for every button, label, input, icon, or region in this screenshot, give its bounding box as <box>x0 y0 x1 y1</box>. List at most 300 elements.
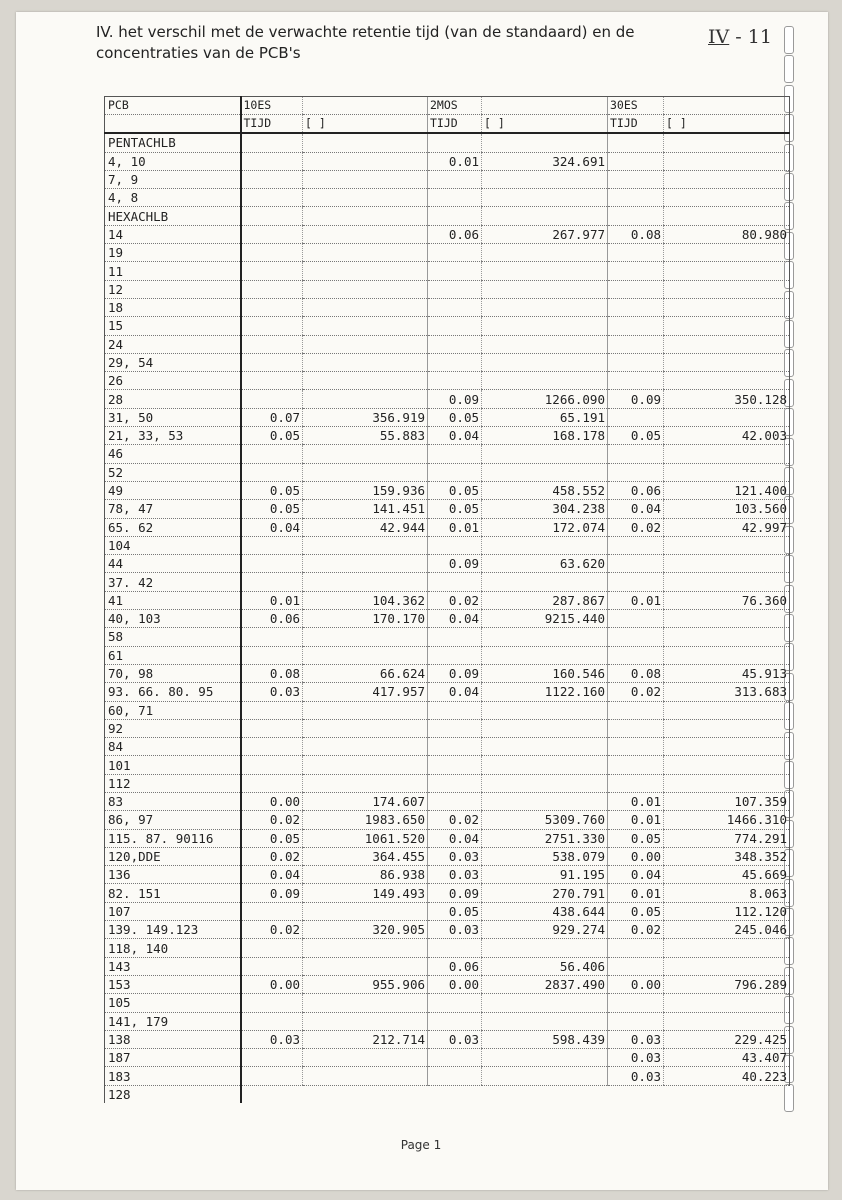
table-cell: 45.669 <box>664 866 790 884</box>
table-cell: 63.620 <box>482 555 608 573</box>
table-cell: 0.05 <box>241 427 303 445</box>
table-cell: 929.274 <box>482 921 608 939</box>
table-cell: 43.407 <box>664 1049 790 1067</box>
table-cell: 66.624 <box>303 664 428 682</box>
table-cell <box>428 207 482 225</box>
table-cell: 350.128 <box>664 390 790 408</box>
table-cell: 183 <box>105 1067 241 1085</box>
table-row <box>105 738 790 756</box>
table-cell <box>241 262 303 280</box>
table-cell <box>482 1085 608 1103</box>
table-cell <box>482 463 608 481</box>
page-footer: Page 1 <box>400 1138 442 1152</box>
table-cell <box>303 756 428 774</box>
table-cell: 170.170 <box>303 610 428 628</box>
table-cell <box>303 372 428 390</box>
table-cell: 0.00 <box>428 975 482 993</box>
table-cell: 70, 98 <box>105 664 241 682</box>
table-cell: 0.00 <box>608 975 664 993</box>
table-cell <box>105 115 241 134</box>
table-cell: 153 <box>105 975 241 993</box>
table-cell: 0.02 <box>608 518 664 536</box>
table-row <box>105 774 790 792</box>
table-cell: 0.05 <box>608 829 664 847</box>
table-row <box>105 335 790 353</box>
table-cell <box>608 262 664 280</box>
table-cell <box>303 244 428 262</box>
table-cell: 86, 97 <box>105 811 241 829</box>
table-cell <box>608 1085 664 1103</box>
table-cell <box>608 189 664 207</box>
table-cell: 313.683 <box>664 683 790 701</box>
table-cell <box>664 738 790 756</box>
table-cell: 49 <box>105 481 241 499</box>
table-cell <box>664 353 790 371</box>
table-cell: 141, 179 <box>105 1012 241 1030</box>
table-cell <box>303 957 428 975</box>
table-cell <box>482 628 608 646</box>
table-cell: 0.04 <box>428 610 482 628</box>
table-cell: PCB <box>105 97 241 115</box>
table-cell: 0.09 <box>428 884 482 902</box>
table-cell <box>241 244 303 262</box>
table-cell: TIJD <box>428 115 482 134</box>
table-cell: 18 <box>105 298 241 316</box>
table-cell <box>241 170 303 188</box>
table-cell <box>482 133 608 152</box>
table-cell <box>241 701 303 719</box>
table-cell: 118, 140 <box>105 939 241 957</box>
table-cell: 0.09 <box>241 884 303 902</box>
table-cell <box>303 536 428 554</box>
table-cell: 82. 151 <box>105 884 241 902</box>
table-cell <box>428 1085 482 1103</box>
table-cell <box>664 756 790 774</box>
table-cell: HEXACHLB <box>105 207 241 225</box>
table-cell: 7, 9 <box>105 170 241 188</box>
table-cell: 0.01 <box>608 591 664 609</box>
table-row <box>105 975 790 993</box>
table-cell <box>303 97 428 115</box>
table-cell <box>482 189 608 207</box>
table-cell: 0.03 <box>428 866 482 884</box>
table-cell <box>664 536 790 554</box>
table-cell <box>428 262 482 280</box>
table-group-header-row <box>105 97 790 115</box>
table-row <box>105 445 790 463</box>
table-cell: 92 <box>105 719 241 737</box>
table-cell <box>303 317 428 335</box>
table-cell: 1266.090 <box>482 390 608 408</box>
document-title <box>96 22 696 64</box>
table-cell: 0.00 <box>241 975 303 993</box>
table-cell <box>608 445 664 463</box>
table-cell <box>482 573 608 591</box>
table-cell: 101 <box>105 756 241 774</box>
table-cell <box>608 133 664 152</box>
table-cell <box>608 170 664 188</box>
table-cell <box>303 445 428 463</box>
table-cell: 0.05 <box>428 408 482 426</box>
table-cell: 0.01 <box>428 518 482 536</box>
table-row <box>105 866 790 884</box>
table-row <box>105 1012 790 1030</box>
table-cell: 136 <box>105 866 241 884</box>
table-cell <box>664 298 790 316</box>
table-cell <box>482 97 608 115</box>
table-cell <box>303 1067 428 1085</box>
table-cell <box>241 298 303 316</box>
table-cell: 438.644 <box>482 902 608 920</box>
table-cell: 104.362 <box>303 591 428 609</box>
table-cell <box>241 555 303 573</box>
table-cell: 2837.490 <box>482 975 608 993</box>
table-row <box>105 189 790 207</box>
table-cell: 160.546 <box>482 664 608 682</box>
table-cell <box>241 939 303 957</box>
table-sub-header-row <box>105 115 790 134</box>
table-cell: 174.607 <box>303 792 428 810</box>
table-cell: 105 <box>105 994 241 1012</box>
table-cell <box>482 792 608 810</box>
table-cell <box>428 1049 482 1067</box>
table-cell <box>482 756 608 774</box>
table-cell: 24 <box>105 335 241 353</box>
table-cell: 0.05 <box>241 829 303 847</box>
table-cell <box>482 298 608 316</box>
table-cell: 0.01 <box>241 591 303 609</box>
table-cell <box>664 262 790 280</box>
table-cell <box>241 1012 303 1030</box>
table-cell: 128 <box>105 1085 241 1103</box>
table-cell: 83 <box>105 792 241 810</box>
table-cell <box>608 335 664 353</box>
table-cell <box>608 353 664 371</box>
table-cell: 0.04 <box>608 866 664 884</box>
table-cell: 112.120 <box>664 902 790 920</box>
table-cell <box>428 1012 482 1030</box>
table-cell <box>303 280 428 298</box>
table-cell <box>241 207 303 225</box>
table-cell <box>241 628 303 646</box>
table-row <box>105 792 790 810</box>
table-cell: 0.03 <box>241 683 303 701</box>
table-cell <box>664 408 790 426</box>
table-cell: 28 <box>105 390 241 408</box>
table-cell <box>303 994 428 1012</box>
table-cell: 91.195 <box>482 866 608 884</box>
table-cell <box>664 939 790 957</box>
table-cell: 0.06 <box>241 610 303 628</box>
table-cell: 458.552 <box>482 481 608 499</box>
binder-hole <box>784 26 794 54</box>
table-row <box>105 317 790 335</box>
handwritten-page-mark <box>708 26 772 48</box>
table-cell: 0.05 <box>428 902 482 920</box>
table-cell <box>664 170 790 188</box>
table-cell <box>608 646 664 664</box>
table-cell <box>428 298 482 316</box>
table-cell <box>608 372 664 390</box>
table-row <box>105 994 790 1012</box>
table-row <box>105 902 790 920</box>
table-row <box>105 1049 790 1067</box>
table-cell: 774.291 <box>664 829 790 847</box>
table-cell <box>664 628 790 646</box>
table-cell: 115. 87. 90116 <box>105 829 241 847</box>
table-cell: 0.05 <box>241 481 303 499</box>
table-cell: 229.425 <box>664 1030 790 1048</box>
table-cell: [ ] <box>303 115 428 134</box>
table-cell <box>303 1049 428 1067</box>
table-cell <box>664 1012 790 1030</box>
table-cell <box>482 170 608 188</box>
table-cell <box>303 390 428 408</box>
table-cell: 0.05 <box>428 481 482 499</box>
table-cell <box>664 280 790 298</box>
table-row <box>105 225 790 243</box>
table-cell: 139. 149.123 <box>105 921 241 939</box>
table-cell <box>303 335 428 353</box>
table-cell: 0.09 <box>428 555 482 573</box>
table-cell: 8.063 <box>664 884 790 902</box>
table-cell: 1983.650 <box>303 811 428 829</box>
table-cell: 31, 50 <box>105 408 241 426</box>
table-cell <box>428 353 482 371</box>
table-cell: [ ] <box>482 115 608 134</box>
table-cell <box>608 628 664 646</box>
table-cell <box>241 719 303 737</box>
table-cell <box>664 994 790 1012</box>
table-cell <box>241 152 303 170</box>
table-cell: 40, 103 <box>105 610 241 628</box>
table-cell <box>482 939 608 957</box>
table-cell: 9215.440 <box>482 610 608 628</box>
table-cell <box>608 207 664 225</box>
table-cell: 245.046 <box>664 921 790 939</box>
table-cell <box>608 280 664 298</box>
table-cell <box>664 133 790 152</box>
table-cell <box>241 1085 303 1103</box>
table-cell: [ ] <box>664 115 790 134</box>
table-cell <box>664 1085 790 1103</box>
table-cell <box>608 298 664 316</box>
table-cell: 40.223 <box>664 1067 790 1085</box>
table-cell <box>303 939 428 957</box>
table-cell <box>608 244 664 262</box>
table-row <box>105 518 790 536</box>
table-cell: 78, 47 <box>105 500 241 518</box>
table-cell <box>241 756 303 774</box>
table-cell: 65. 62 <box>105 518 241 536</box>
table-row <box>105 921 790 939</box>
table-row <box>105 957 790 975</box>
table-cell <box>428 536 482 554</box>
table-cell: 41 <box>105 591 241 609</box>
table-cell <box>664 463 790 481</box>
table-cell: 168.178 <box>482 427 608 445</box>
table-cell: 45.913 <box>664 664 790 682</box>
table-row <box>105 664 790 682</box>
table-cell: 304.238 <box>482 500 608 518</box>
table-cell: 80.980 <box>664 225 790 243</box>
table-cell: 58 <box>105 628 241 646</box>
table-cell <box>428 445 482 463</box>
table-cell <box>428 170 482 188</box>
table-cell: 0.05 <box>608 902 664 920</box>
table-cell: 0.04 <box>241 518 303 536</box>
table-cell <box>608 573 664 591</box>
table-cell: TIJD <box>241 115 303 134</box>
table-cell <box>303 225 428 243</box>
table-cell: 149.493 <box>303 884 428 902</box>
table-row <box>105 170 790 188</box>
table-cell: PENTACHLB <box>105 133 241 152</box>
table-cell: 26 <box>105 372 241 390</box>
table-cell: 107 <box>105 902 241 920</box>
table-cell: 121.400 <box>664 481 790 499</box>
table-cell <box>608 555 664 573</box>
table-cell: 267.977 <box>482 225 608 243</box>
table-row <box>105 536 790 554</box>
table-cell <box>428 774 482 792</box>
table-cell: 42.944 <box>303 518 428 536</box>
table-row <box>105 610 790 628</box>
table-row <box>105 573 790 591</box>
table-row <box>105 939 790 957</box>
table-row <box>105 1030 790 1048</box>
table-cell: 4, 10 <box>105 152 241 170</box>
table-cell <box>241 317 303 335</box>
page-mark-suffix: - 11 <box>735 26 772 48</box>
table-cell <box>428 719 482 737</box>
table-row <box>105 811 790 829</box>
table-row <box>105 646 790 664</box>
table-cell: 0.08 <box>608 225 664 243</box>
table-cell <box>608 536 664 554</box>
table-cell <box>482 244 608 262</box>
table-row <box>105 353 790 371</box>
table-cell: 796.289 <box>664 975 790 993</box>
table-cell <box>428 701 482 719</box>
table-cell: 0.03 <box>241 1030 303 1048</box>
table-cell: 955.906 <box>303 975 428 993</box>
table-cell: 107.359 <box>664 792 790 810</box>
table-cell <box>241 445 303 463</box>
table-cell: 0.03 <box>428 921 482 939</box>
table-cell <box>303 1085 428 1103</box>
table-cell <box>428 244 482 262</box>
table-cell: 30ES <box>608 97 664 115</box>
table-cell <box>664 957 790 975</box>
table-cell <box>608 756 664 774</box>
table-cell: 0.01 <box>608 884 664 902</box>
table-cell: 598.439 <box>482 1030 608 1048</box>
table-cell <box>664 317 790 335</box>
table-cell: 2MOS <box>428 97 482 115</box>
table-cell <box>482 774 608 792</box>
table-cell <box>608 408 664 426</box>
table-cell <box>428 463 482 481</box>
table-cell: 120,DDE <box>105 847 241 865</box>
table-cell <box>241 957 303 975</box>
table-cell: 60, 71 <box>105 701 241 719</box>
table-cell: 4, 8 <box>105 189 241 207</box>
table-cell <box>241 353 303 371</box>
table-cell: 0.02 <box>241 811 303 829</box>
table-row <box>105 408 790 426</box>
table-cell <box>608 957 664 975</box>
table-cell <box>664 372 790 390</box>
pcb-table <box>104 96 790 1103</box>
table-cell <box>303 152 428 170</box>
table-cell: 104 <box>105 536 241 554</box>
table-cell <box>664 97 790 115</box>
table-row <box>105 628 790 646</box>
table-cell <box>482 262 608 280</box>
table-cell <box>303 628 428 646</box>
table-cell <box>428 133 482 152</box>
table-cell: 0.03 <box>608 1030 664 1048</box>
table-cell <box>241 133 303 152</box>
table-cell <box>428 1067 482 1085</box>
table-cell <box>241 994 303 1012</box>
table-cell <box>482 738 608 756</box>
table-cell <box>241 646 303 664</box>
table-cell <box>428 317 482 335</box>
table-cell: 56.406 <box>482 957 608 975</box>
table-cell <box>664 774 790 792</box>
table-row <box>105 298 790 316</box>
table-cell <box>241 1067 303 1085</box>
table-cell <box>664 244 790 262</box>
table-cell <box>241 189 303 207</box>
table-cell <box>608 719 664 737</box>
table-cell <box>482 646 608 664</box>
table-cell: 0.02 <box>241 847 303 865</box>
table-cell <box>303 262 428 280</box>
table-cell: 44 <box>105 555 241 573</box>
table-cell: 0.07 <box>241 408 303 426</box>
table-cell: 270.791 <box>482 884 608 902</box>
table-cell <box>241 536 303 554</box>
table-cell: 19 <box>105 244 241 262</box>
table-cell <box>241 280 303 298</box>
table-cell: 52 <box>105 463 241 481</box>
table-cell: 15 <box>105 317 241 335</box>
table-cell: 0.02 <box>428 811 482 829</box>
table-cell: 29, 54 <box>105 353 241 371</box>
table-cell <box>482 994 608 1012</box>
table-cell <box>303 902 428 920</box>
table-cell: 141.451 <box>303 500 428 518</box>
table-cell <box>664 646 790 664</box>
table-cell: 1122.160 <box>482 683 608 701</box>
table-cell: 0.05 <box>608 427 664 445</box>
table-cell: 42.003 <box>664 427 790 445</box>
table-cell <box>608 317 664 335</box>
table-cell <box>241 1049 303 1067</box>
table-cell <box>303 774 428 792</box>
table-row <box>105 683 790 701</box>
table-cell <box>241 738 303 756</box>
table-cell: 76.360 <box>664 591 790 609</box>
table-cell: 0.04 <box>608 500 664 518</box>
table-cell: 0.09 <box>428 664 482 682</box>
table-cell <box>664 189 790 207</box>
table-cell <box>303 573 428 591</box>
table-cell: 84 <box>105 738 241 756</box>
